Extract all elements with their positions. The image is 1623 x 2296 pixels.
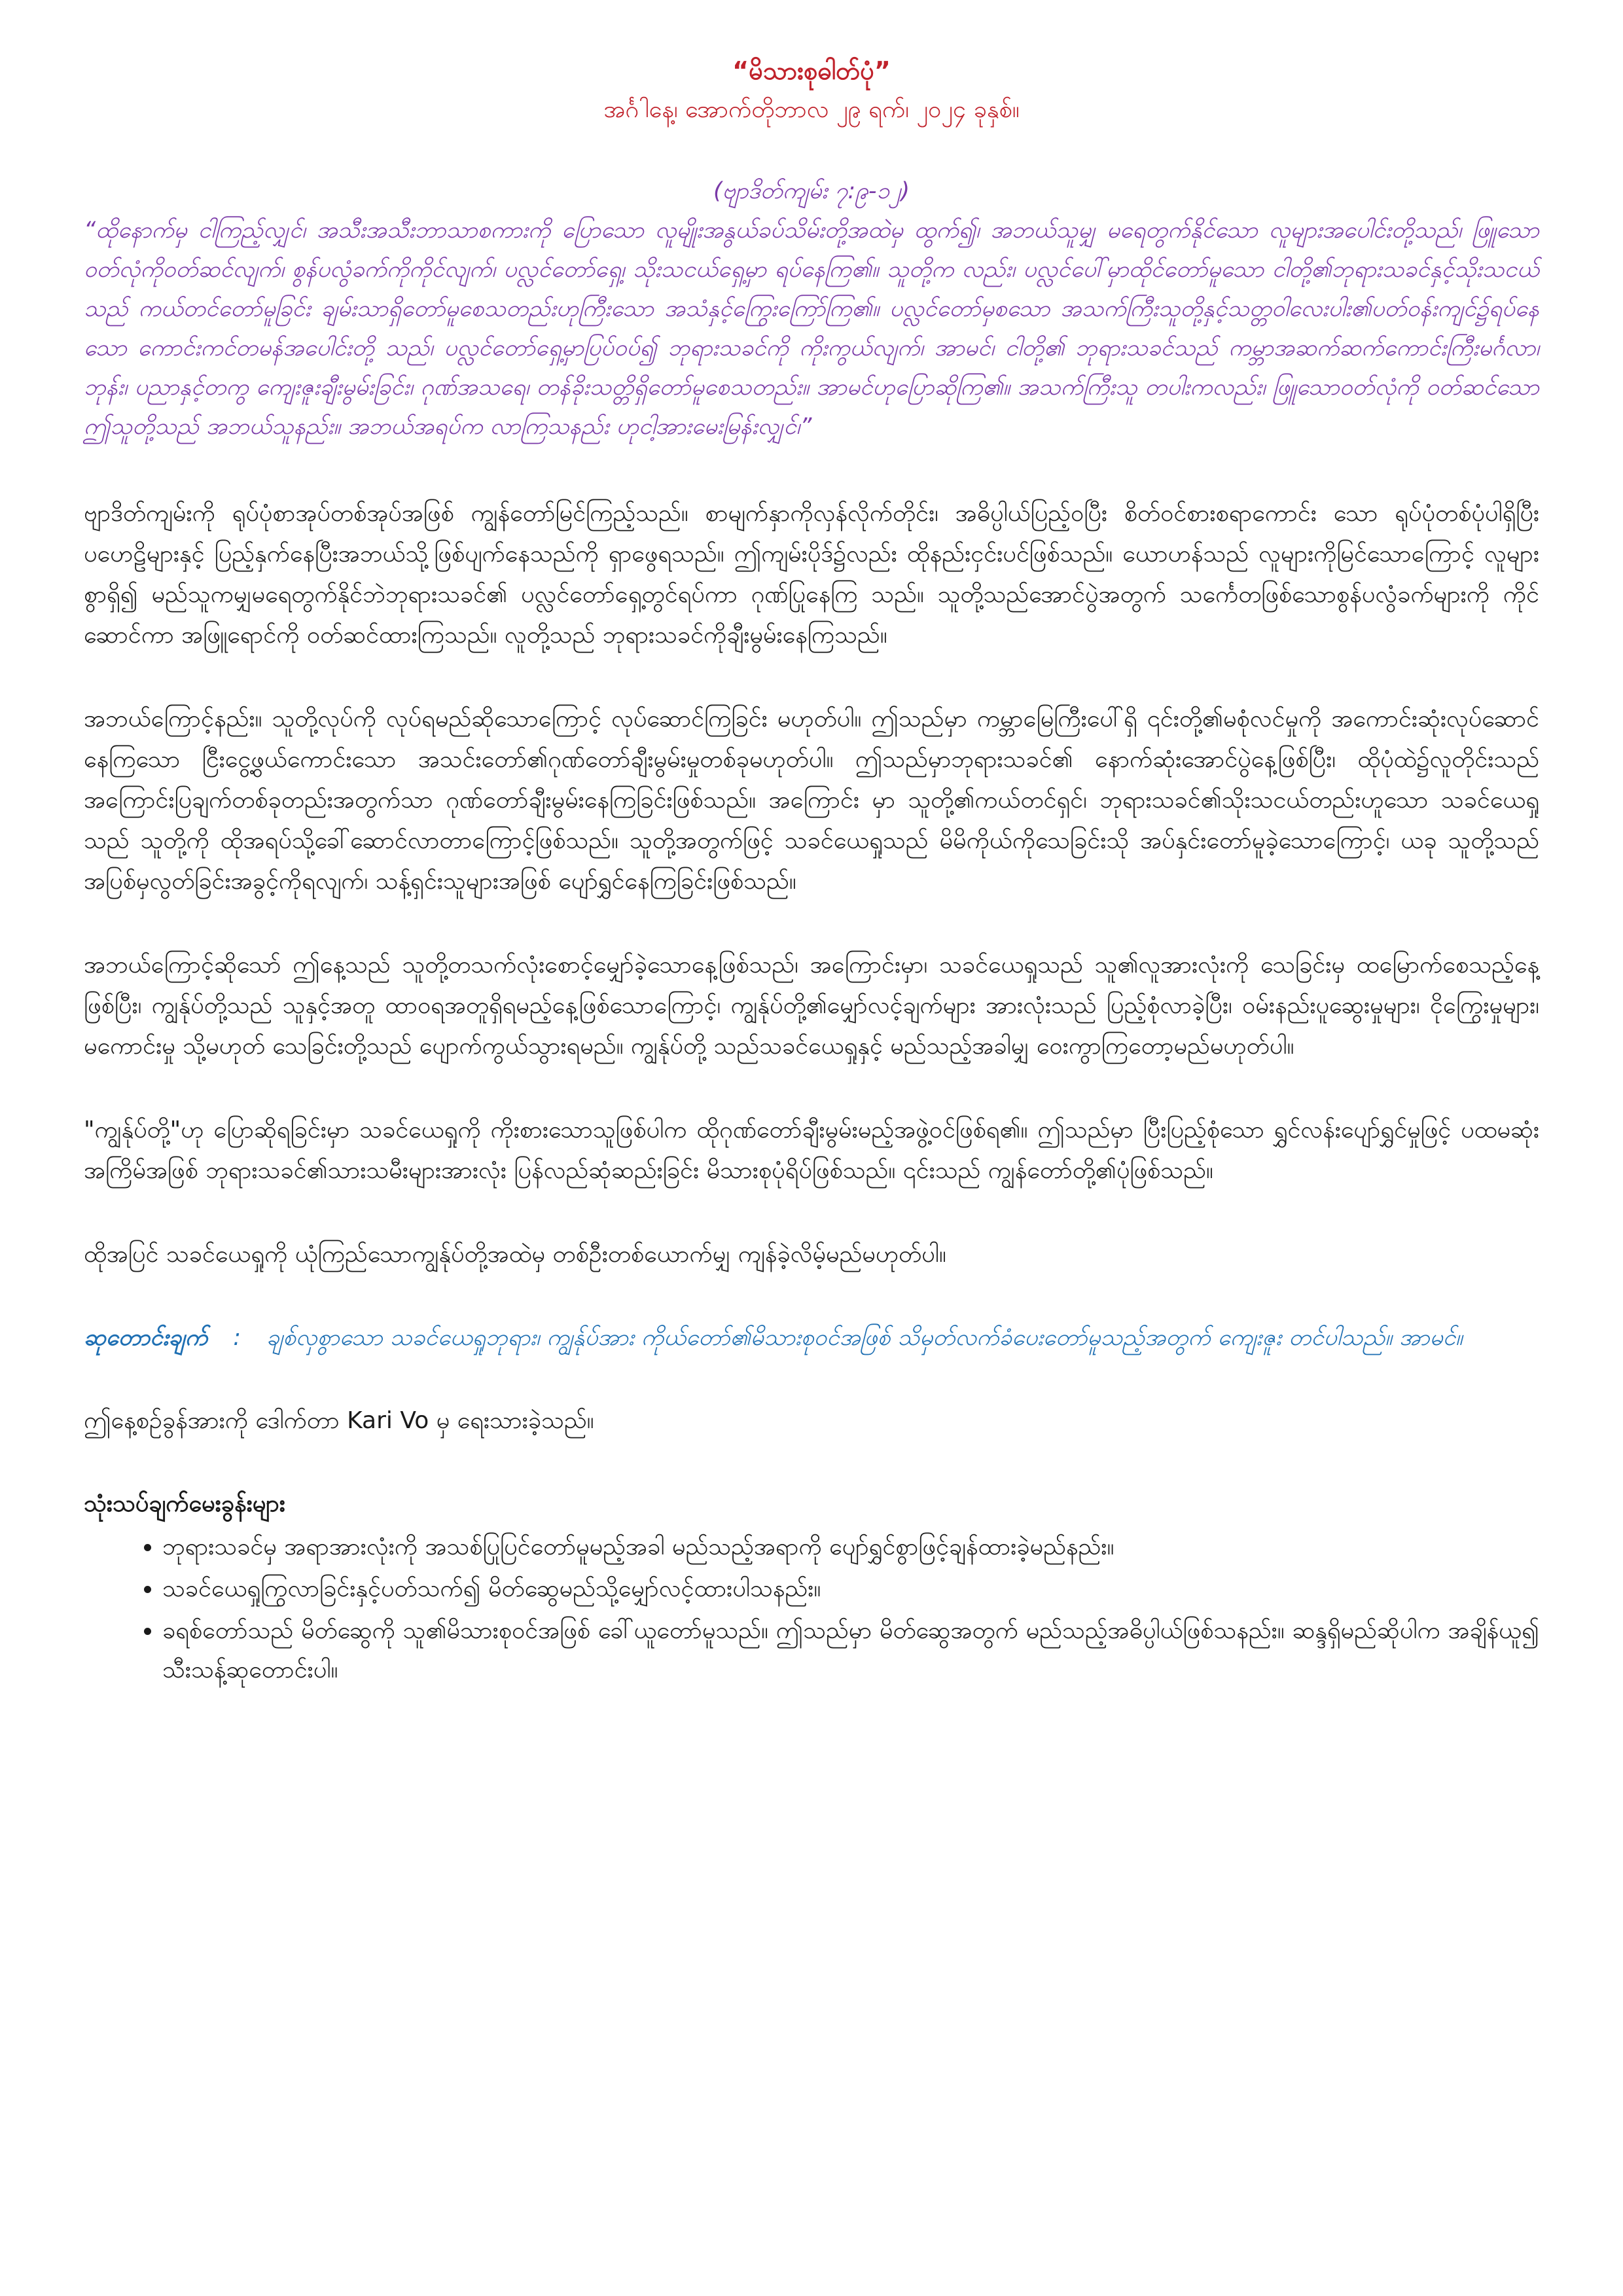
author-attribution: ဤနေ့စဉ်ခွန်အားကို ဒေါက်တာ Kari Vo မှ ရေးသားခဲ့သည်။ — [84, 1407, 594, 1434]
body-paragraph-1: ဗျာဒိတ်ကျမ်းကို ရုပ်ပုံစာအုပ်တစ်အုပ်အဖြစ် ကျွန်တော်မြင်ကြည့်သည်။ စာမျက်နှာကိုလှန်လိုက်တိုင်း၊ အဓိပ္ပါယ်ပြည့်ဝပြီး စိတ်ဝင်စားစရာကောင်း သော ရုပ်ပုံတစ်ပုံပါရှိပြီး ပဟေဠိများနှင့် ပြည့်နှက်နေပြီးအဘယ်သို့ဖြစ်ပျက်နေသည်ကို ရှာဖွေရသည်။ ဤကျမ်းပိုဒ်၌လည်း ထိုနည်းငှင်းပင်ဖြစ်သည်။ ယောဟန်သည် လူများကိုမြင်သောကြောင့် လူများစွာရှိ၍ မည်သူကမျှမရေတွက်နိုင်ဘဲဘုရားသခင်၏ ပလ္လင်တော်ရှေ့တွင်ရပ်ကာ ဂုဏ်ပြုနေကြ သည်။ သူတို့သည်အောင်ပွဲအတွက် သင်္ကေတဖြစ်သောစွန်ပလွံခက်များကို ကိုင်ဆောင်ကာ အဖြူရောင်ကို ဝတ်ဆင်ထားကြသည်။ လူတို့သည် ဘုရားသခင်ကိုချီးမွမ်းနေကြသည်။ — [84, 500, 1539, 649]
prayer-separator: : — [233, 1325, 241, 1351]
devotional-page — [84, 51, 1539, 1693]
question-item: • ခရစ်တော်သည် မိတ်ဆွေကို သူ၏မိသားစုဝင်အဖြစ် ခေါ်ယူတော်မူသည်။ ဤသည်မှာ မိတ်ဆွေအတွက် မည်သည့်အဓိပ္ပါယ်ဖြစ်သနည်း။ ဆန္ဒရှိမည်ဆိုပါက အချိန်ယူ၍ သီးသန့်ဆုတောင်းပါ။ — [162, 1611, 1539, 1690]
question-item: • ဘုရားသခင်မှ အရာအားလုံးကို အသစ်ပြုပြင်တော်မူမည့်အခါ မည်သည့်အရာကို ပျော်ရွှင်စွာဖြင့်ချန်ထားခဲ့မည်နည်း။ — [162, 1528, 1539, 1567]
body-paragraph-5: ထိုအပြင် သခင်ယေရှုကို ယုံကြည်သောကျွန်ုပ်တို့အထဲမှ တစ်ဦးတစ်ယောက်မျှ ကျန်ခဲ့လိမ့်မည်မဟုတ်ပါ။ — [84, 1241, 946, 1268]
question-item: • သခင်ယေရှုကြွလာခြင်းနှင့်ပတ်သက်၍ မိတ်ဆွေမည်သို့မျှော်လင့်ထားပါသနည်း။ — [162, 1570, 1539, 1609]
devotional-title: “မိသားစုဓါတ်ပုံ” — [732, 56, 891, 85]
prayer-block — [84, 1318, 1539, 1357]
body-paragraph-4: "ကျွန်ုပ်တို့"ဟု ပြောဆိုရခြင်းမှာ သခင်ယေရှုကို ကိုးစားသောသူဖြစ်ပါက ထိုဂုဏ်တော်ချီးမွမ်းမည့်အဖွဲ့ဝင်ဖြစ်ရ၏။ ဤသည်မှာ ပြီးပြည့်စုံသော ရွှင်လန်းပျော်ရွှင်မှုဖြင့် ပထမဆုံးအကြိမ်အဖြစ် ဘုရားသခင်၏သားသမီးများအားလုံး ပြန်လည်ဆုံဆည်းခြင်း မိသားစုပုံရိပ်ဖြစ်သည်။ ၎င်းသည် ကျွန်တော်တို့၏ပုံဖြစ်သည်။ — [84, 1117, 1539, 1184]
prayer-text: ချစ်လှစွာသော သခင်ယေရှုဘုရား၊ ကျွန်ုပ်အား ကိုယ်တော်၏မိသားစုဝင်အဖြစ် သိမှတ်လက်ခံပေးတော်မူသည့်အတွက် ကျေးဇူး တင်ပါသည်။ အာမင်။ — [266, 1325, 1463, 1351]
questions-heading: သုံးသပ်ချက်မေးခွန်းများ — [84, 1490, 285, 1517]
questions-list — [84, 1528, 1539, 1690]
scripture-quote: “ထိုနောက်မှ ငါကြည့်လျှင်၊ အသီးအသီးဘာသာစကားကို ပြောသော လူမျိုးအနွယ်ခပ်သိမ်းတို့အထဲမှ ထွက်၍၊ အဘယ်သူမျှ မရေတွက်နိုင်သော လူများအပေါင်းတို့သည်၊ ဖြူသောဝတ်လုံကိုဝတ်ဆင်လျက်၊ စွန်ပလွံခက်ကိုကိုင်လျက်၊ ပလ္လင်တော်ရှေ့၊ သိုးသငယ်ရှေ့မှာ ရပ်နေကြ၏။ သူတို့က လည်း၊ ပလ္လင်ပေါ်မှာထိုင်တော်မူသော ငါတို့၏ဘုရားသခင်နှင့်သိုးသငယ်သည် ကယ်တင်တော်မူခြင်း ချမ်းသာရှိတော်မူစေသတည်းဟုကြီးသော အသံနှင့်ကြွေးကြော်ကြ၏။ ပလ္လင်တော်မှစသော အသက်ကြီးသူတို့နှင့်သတ္တဝါလေးပါး၏ပတ်ဝန်းကျင်၌ရပ်နေသော ကောင်းကင်တမန်အပေါင်းတို့ သည်၊ ပလ္လင်တော်ရှေ့မှာပြပ်ဝပ်၍ ဘုရားသခင်ကို ကိုးကွယ်လျက်၊ အာမင်၊ ငါတို့၏ ဘုရားသခင်သည် ကမ္ဘာအဆက်ဆက်ကောင်းကြီးမင်္ဂလာ၊ ဘုန်း၊ ပညာနှင့်တကွ ကျေးဇူးချီးမွမ်းခြင်း၊ ဂုဏ်အသရေ၊ တန်ခိုးသတ္တိရှိတော်မူစေသတည်း။ အာမင်ဟုပြောဆိုကြ၏။ အသက်ကြီးသူ တပါးကလည်း၊ ဖြူသောဝတ်လုံကို ဝတ်ဆင်သော ဤသူတို့သည် အဘယ်သူနည်း။ အဘယ်အရပ်က လာကြသနည်း ဟုငါ့အားမေးမြန်းလျှင်၊” — [84, 217, 1539, 440]
body-paragraph-2: အဘယ်ကြောင့်နည်း။ သူတို့လုပ်ကို လုပ်ရမည်ဆိုသောကြောင့် လုပ်ဆောင်ကြခြင်း မဟုတ်ပါ။ ဤသည်မှာ ကမ္ဘာမြေကြီးပေါ်ရှိ ၎င်းတို့၏မစုံလင်မှုကို အကောင်းဆုံးလုပ်ဆောင်နေကြသော ငြီးငွေ့ဖွယ်ကောင်းသော အသင်းတော်၏ဂုဏ်တော်ချီးမွမ်းမှုတစ်ခုမဟုတ်ပါ။ ဤသည်မှာဘုရားသခင်၏ နောက်ဆုံးအောင်ပွဲနေ့ဖြစ်ပြီး၊ ထိုပုံထဲ၌လူတိုင်းသည် အကြောင်းပြချက်တစ်ခုတည်းအတွက်သာ ဂုဏ်တော်ချီးမွမ်းနေကြခြင်းဖြစ်သည်။ အကြောင်း မှာ သူတို့၏ကယ်တင်ရှင်၊ ဘုရားသခင်၏သိုးသငယ်တည်းဟူသော သခင်ယေရှုသည် သူတို့ကို ထိုအရပ်သို့ခေါ်ဆောင်လာတာကြောင့်ဖြစ်သည်။ သူတို့အတွက်ဖြင့် သခင်ယေရှုသည် မိမိကိုယ်ကိုသေခြင်းသို အပ်နှင်းတော်မူခဲ့သောကြောင့်၊ ယခု သူတို့သည် အပြစ်မှလွတ်ခြင်းအခွင့်ကိုရလျက်၊ သန့်ရှင်းသူများအဖြစ် ပျော်ရွှင်နေကြခြင်းဖြစ်သည်။ — [84, 706, 1539, 895]
devotional-date: အင်္ဂါနေ့၊ အောက်တိုဘာလ ၂၉ ရက်၊ ၂၀၂၄ ခုနှစ်။ — [603, 96, 1020, 123]
prayer-label: ဆုတောင်းချက် — [84, 1325, 208, 1351]
scripture-reference: (ဗျာဒိတ်ကျမ်း ၇:၉-၁၂) — [713, 178, 910, 204]
body-paragraph-3: အဘယ်ကြောင့်ဆိုသော် ဤနေ့သည် သူတို့တသက်လုံးစောင့်မျှော်ခဲ့သောနေ့ဖြစ်သည်၊ အကြောင်းမှာ၊ သခင်ယေရှုသည် သူ၏လူအားလုံးကို သေခြင်းမှ ထမြောက်စေသည့်နေ့ဖြစ်ပြီး၊ ကျွန်ုပ်တို့သည် သူနှင့်အတူ ထာဝရအတူရှိရမည့်နေ့ဖြစ်သောကြောင့်၊ ကျွန်ုပ်တို့၏မျှော်လင့်ချက်များ အားလုံးသည် ပြည့်စုံလာခဲ့ပြီး၊ ဝမ်းနည်းပူဆွေးမှုများ၊ ငိုကြွေးမှုများ၊ မကောင်းမှု သို့မဟုတ် သေခြင်းတို့သည် ပျောက်ကွယ်သွားရမည်။ ကျွန်ုပ်တို့ သည်သခင်ယေရှုနှင့် မည်သည့်အခါမျှ ဝေးကွာကြတော့မည်မဟုတ်ပါ။ — [84, 952, 1539, 1060]
